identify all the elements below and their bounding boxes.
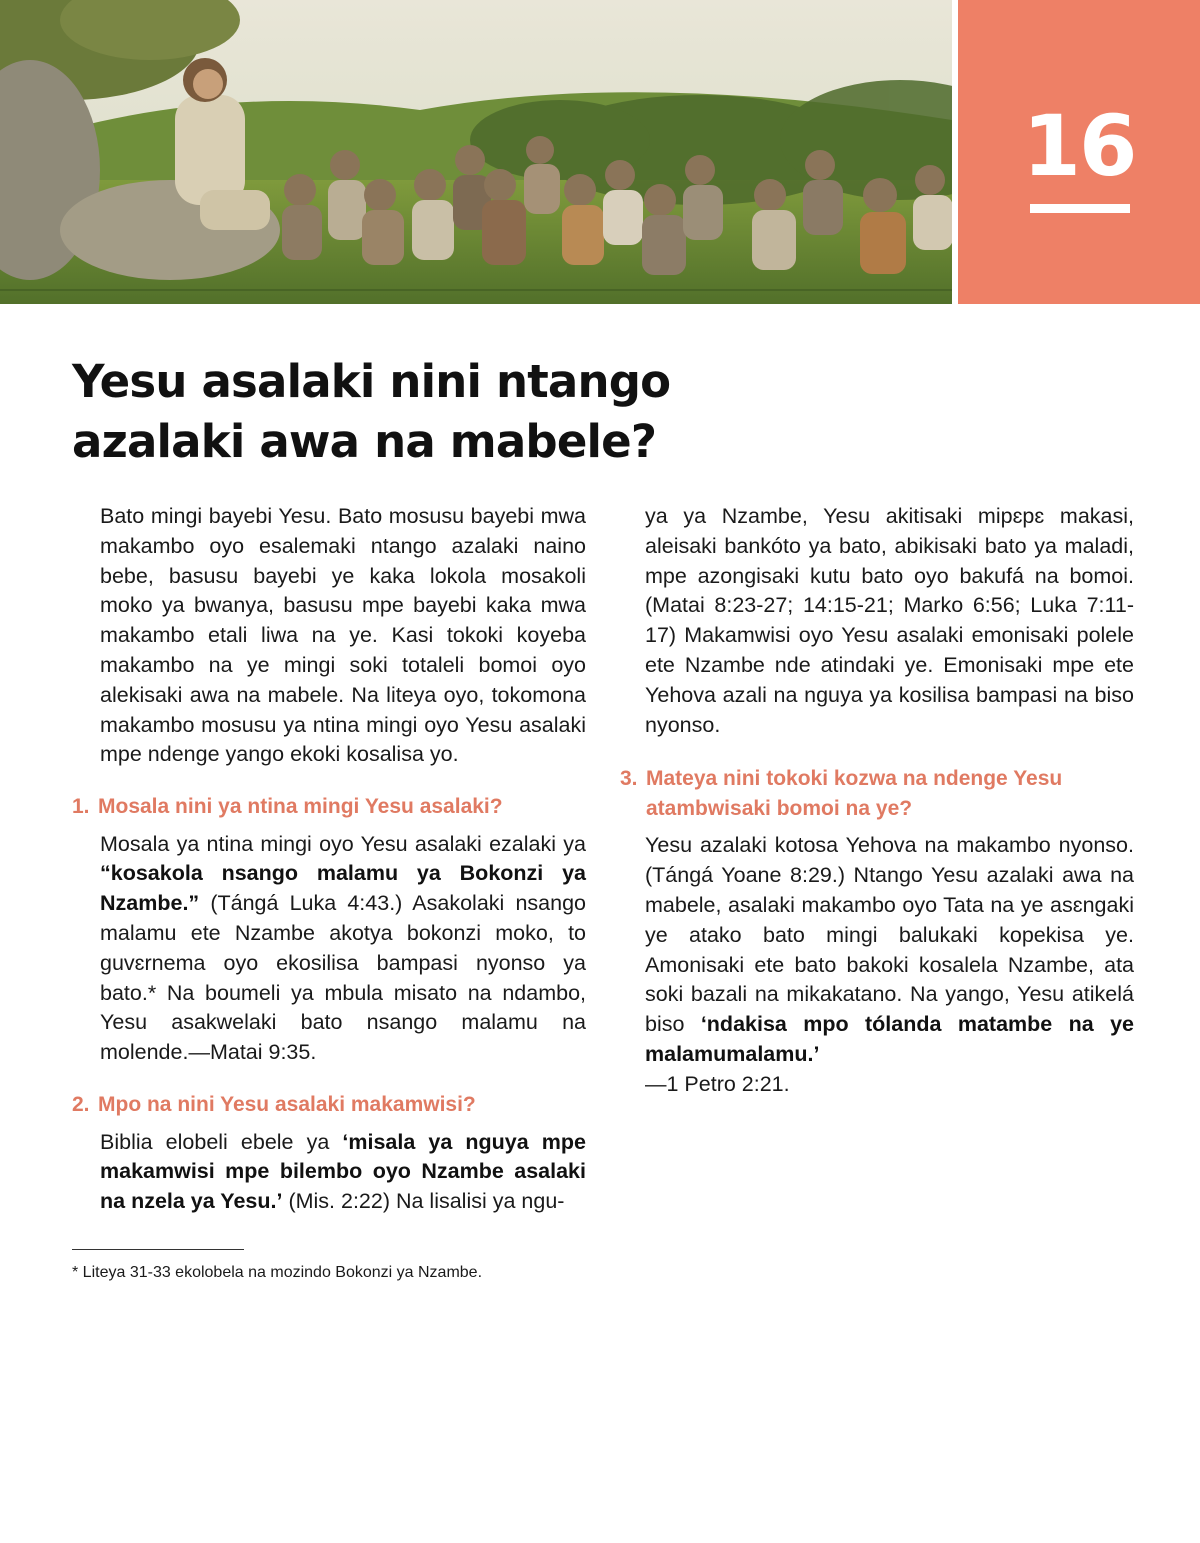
section-2-text-b: (Mis. 2:22) Na lisalisi ya ngu- [282,1189,565,1214]
section-3-paragraph [645,831,1134,1099]
lesson-number: 16 [1022,97,1136,195]
section-2-text-a: Biblia elobeli ebele ya [100,1129,343,1154]
section-3-text-a: Yesu azalaki kotosa Yehova na makambo nyonso. (Tángá Yoane 8:29.) Ntango Yesu azalaki awa na mabele, asalaki makambo oyo Tata na ye asɛngaki ye atako bato mingi balukaki kopekisa ye. Amonisaki ete bato bakoki kosalela Nzambe, ata soki bazali na mikakatano. Na yango, Yesu atikelá biso [645,833,1134,1037]
section-2-bold: ‘misala ya nguya mpe makamwisi mpe bilembo oyo Nzambe asalaki na nzela ya Yesu.’ [100,1129,587,1214]
section-2-question: Mpo na nini Yesu asalaki makamwisi? [98,1093,476,1117]
right-column [620,502,1134,1100]
section-3-question-line-1: Mateya nini tokoki kozwa na ndenge Yesu [646,767,1063,791]
page-title [72,352,772,472]
section-2-continuation: ya ya Nzambe, Yesu akitisaki mipɛpɛ makasi, aleisaki bankóto ya bato, abikisaki bato ya maladi, mpe azongisaki kutu bato oyo bakufá na bomoi. (Matai 8:23-27; 14:15-21; Marko 6:56; Luka 7:11-17) Makamwisi oyo Yesu asalaki emonisaki polele ete Nzambe nde atindaki ye. Emonisaki mpe ete Yehova azali na nguya ya kosilisa bampasi na biso nyonso. [645,504,1134,737]
section-2-paragraph [100,1128,586,1217]
section-1-paragraph [100,830,586,1068]
section-2-number: 2. [72,1093,90,1117]
section-1-heading [72,792,586,822]
section-3-question-line-2: atambwisaki bomoi na ye? [646,796,913,820]
section-1-text-a: Mosala ya ntina mingi oyo Yesu asalaki ezalaki ya [100,831,586,856]
section-1-bold: “kosakola nsango malamu ya Bokonzi ya Nzambe.” [100,861,586,916]
hero-scene-image [0,0,952,304]
footnote: * Liteya 31-33 ekolobela na mozindo Bokonzi ya Nzambe. [72,1264,483,1281]
section-3-number: 3. [620,767,638,791]
section-3-heading [620,764,1134,823]
section-3-text-b: —1 Petro 2:21. [645,1071,790,1096]
lesson-number-underline [1030,204,1130,213]
section-1-text-b: (Tángá Luka 4:43.) Asakolaki nsango malamu ete Nzambe akotya bokonzi moko, to guvɛrnema oyo ekosilisa bampasi nyonso ya bato.* Na boumeli ya mbula misato na ndambo, Yesu asakwelaki bato nsango malamu na molende.—Matai 9:35. [100,891,586,1065]
section-2-heading [72,1090,586,1120]
left-column [72,502,586,1217]
hero-illustration [0,0,952,304]
section-1-question: Mosala nini ya ntina mingi Yesu asalaki? [98,795,503,819]
footnote-divider [72,1249,244,1250]
title-line-1: Yesu asalaki nini ntango [72,355,671,408]
section-3-bold: ‘ndakisa mpo tólanda matambe na ye malamumalamu.’ [645,1012,1134,1066]
section-1-number: 1. [72,795,90,819]
title-line-2: azalaki awa na mabele? [72,415,657,468]
lesson-number-box [958,0,1200,304]
intro-paragraph: Bato mingi bayebi Yesu. Bato mosusu bayebi mwa makambo oyo esalemaki ntango azalaki naino bebe, basusu bayebi ye kaka lokola mosakoli moko ya bwanya, basusu mpe bayebi kaka mwa makambo etali liwa na ye. Kasi tokoki koyeba makambo na ye mingi soki totaleli bomoi oyo alekisaki awa na mabele. Na liteya oyo, tokomona makambo mosusu ya ntina mingi oyo Yesu asalaki mpe ndenge yango ekoki kosalisa yo. [100,504,586,767]
